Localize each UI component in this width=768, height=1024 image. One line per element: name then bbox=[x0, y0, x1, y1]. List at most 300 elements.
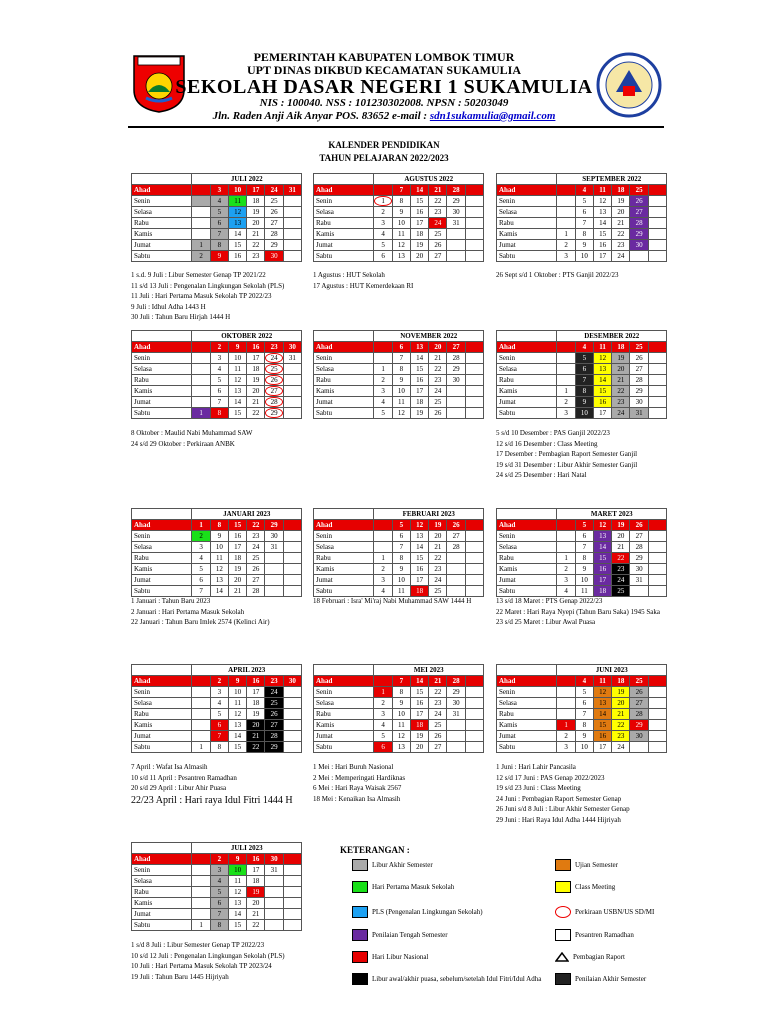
day-name: Sabtu bbox=[132, 251, 192, 262]
date-cell bbox=[557, 542, 575, 553]
date-cell bbox=[192, 865, 210, 876]
date-cell bbox=[648, 687, 666, 698]
day-name: Kamis bbox=[314, 229, 374, 240]
week-row bbox=[314, 520, 484, 531]
week-row bbox=[497, 229, 667, 240]
date-cell: 17 bbox=[247, 865, 265, 876]
date-cell bbox=[648, 218, 666, 229]
day-name: Rabu bbox=[314, 709, 374, 720]
date-cell: 16 bbox=[593, 731, 611, 742]
date-cell bbox=[465, 586, 483, 597]
week-row bbox=[497, 397, 667, 408]
legend-swatch bbox=[352, 881, 368, 893]
note-line: 7 April : Wafat Isa Almasih bbox=[131, 763, 208, 771]
date-cell bbox=[192, 397, 210, 408]
date-cell: 12 bbox=[228, 375, 246, 386]
date-cell: 24 bbox=[429, 218, 447, 229]
date-cell: 23 bbox=[429, 375, 447, 386]
date-cell: 13 bbox=[392, 251, 410, 262]
date-cell: 25 bbox=[265, 196, 283, 207]
date-cell: 20 bbox=[612, 531, 630, 542]
day-name: Rabu bbox=[132, 887, 192, 898]
date-cell: 6 bbox=[575, 207, 593, 218]
date-cell: 6 bbox=[575, 531, 593, 542]
week-row bbox=[314, 742, 484, 753]
week-row bbox=[132, 586, 302, 597]
date-cell: 16 bbox=[410, 375, 428, 386]
date-cell bbox=[557, 196, 575, 207]
date-cell: 14 bbox=[228, 909, 246, 920]
month-notes bbox=[496, 596, 660, 628]
date-cell bbox=[283, 542, 301, 553]
date-cell: 8 bbox=[575, 720, 593, 731]
date-cell bbox=[283, 887, 301, 898]
date-cell bbox=[648, 720, 666, 731]
week-row bbox=[132, 909, 302, 920]
date-cell: 6 bbox=[210, 898, 228, 909]
date-cell: 26 bbox=[265, 207, 283, 218]
day-name: Sabtu bbox=[132, 920, 192, 931]
date-cell: 19 bbox=[612, 687, 630, 698]
day-name: Rabu bbox=[132, 375, 192, 386]
date-cell bbox=[283, 898, 301, 909]
date-cell: 24 bbox=[429, 709, 447, 720]
month-notes bbox=[496, 270, 619, 281]
note-line: 22 Maret : Hari Raya Nyepi (Tahun Baru Saka) 1945 Saka bbox=[496, 607, 660, 616]
week-row bbox=[132, 564, 302, 575]
date-cell: 13 bbox=[228, 218, 246, 229]
date-cell: 14 bbox=[410, 353, 428, 364]
date-cell: 24 bbox=[612, 408, 630, 419]
date-cell: 4 bbox=[192, 553, 210, 564]
date-cell: 26 bbox=[429, 240, 447, 251]
date-cell: 2 bbox=[557, 564, 575, 575]
date-cell: 22 bbox=[247, 520, 265, 531]
date-cell: 1 bbox=[192, 920, 210, 931]
week-row bbox=[497, 586, 667, 597]
note-line: 1 Mei : Hari Buruh Nasional bbox=[313, 763, 394, 771]
date-cell bbox=[192, 185, 210, 196]
month-title: OKTOBER 2022 bbox=[192, 331, 302, 342]
week-row bbox=[497, 564, 667, 575]
date-cell: 25 bbox=[429, 720, 447, 731]
date-cell bbox=[557, 676, 575, 687]
week-row bbox=[497, 375, 667, 386]
address-text: Jln. Raden Anji Aik Anyar POS. 83652 e-mail : bbox=[212, 110, 430, 122]
note-line: 10 s/d 12 Juli : Pengenalan Lingkungan Sekolah (PLS) bbox=[131, 951, 285, 960]
date-cell: 30 bbox=[283, 676, 301, 687]
day-name: Kamis bbox=[497, 229, 557, 240]
date-cell: 30 bbox=[447, 207, 465, 218]
week-row bbox=[314, 342, 484, 353]
date-cell: 8 bbox=[392, 364, 410, 375]
day-name: Sabtu bbox=[132, 586, 192, 597]
legend-swatch bbox=[555, 859, 571, 871]
date-cell bbox=[648, 586, 666, 597]
day-name: Ahad bbox=[132, 520, 192, 531]
date-cell: 11 bbox=[575, 586, 593, 597]
month-calendar bbox=[313, 330, 484, 419]
date-cell: 27 bbox=[630, 364, 648, 375]
day-name: Rabu bbox=[314, 553, 374, 564]
date-cell: 17 bbox=[247, 687, 265, 698]
date-cell bbox=[283, 575, 301, 586]
week-row bbox=[314, 185, 484, 196]
note-line: 17 Desember : Pembagian Raport Semester Ganjil bbox=[496, 450, 638, 458]
legend-swatch bbox=[352, 859, 368, 871]
date-cell: 29 bbox=[630, 229, 648, 240]
day-name: Ahad bbox=[132, 854, 192, 865]
week-row bbox=[497, 386, 667, 397]
month-calendar bbox=[313, 173, 484, 262]
note-line: 17 Agustus : HUT Kemerdekaan RI bbox=[313, 281, 414, 290]
date-cell: 4 bbox=[575, 676, 593, 687]
week-row bbox=[132, 386, 302, 397]
month-calendar bbox=[496, 173, 667, 262]
date-cell: 14 bbox=[593, 375, 611, 386]
date-cell: 20 bbox=[228, 575, 246, 586]
date-cell: 24 bbox=[612, 742, 630, 753]
note-line: 12 s/d 17 Juni : PAS Genap 2022/2023 bbox=[496, 773, 605, 782]
date-cell: 19 bbox=[247, 207, 265, 218]
date-cell: 13 bbox=[410, 531, 428, 542]
date-cell bbox=[283, 531, 301, 542]
date-cell: 22 bbox=[429, 553, 447, 564]
day-name: Ahad bbox=[132, 342, 192, 353]
date-cell: 28 bbox=[447, 542, 465, 553]
month-header-spacer bbox=[132, 174, 192, 185]
date-cell: 8 bbox=[210, 408, 228, 419]
month-title: NOVEMBER 2022 bbox=[374, 331, 484, 342]
week-row bbox=[314, 218, 484, 229]
date-cell: 12 bbox=[593, 687, 611, 698]
legend-item bbox=[555, 950, 625, 964]
date-cell: 4 bbox=[374, 720, 392, 731]
date-cell: 16 bbox=[228, 531, 246, 542]
date-cell: 14 bbox=[410, 185, 428, 196]
note-line: 24 s/d 25 Desember : Hari Natal bbox=[496, 471, 587, 479]
date-cell bbox=[283, 920, 301, 931]
date-cell: 18 bbox=[247, 364, 265, 375]
date-cell bbox=[192, 854, 210, 865]
date-cell bbox=[557, 698, 575, 709]
date-cell: 1 bbox=[374, 687, 392, 698]
date-cell: 15 bbox=[228, 520, 246, 531]
day-name: Selasa bbox=[132, 542, 192, 553]
date-cell: 7 bbox=[575, 218, 593, 229]
week-row bbox=[314, 408, 484, 419]
date-cell: 9 bbox=[392, 375, 410, 386]
note-line: 5 s/d 10 Desember : PAS Ganjil 2022/23 bbox=[496, 429, 610, 437]
date-cell: 28 bbox=[630, 218, 648, 229]
day-name: Kamis bbox=[132, 898, 192, 909]
week-row bbox=[132, 375, 302, 386]
header-line-1: PEMERINTAH KABUPATEN LOMBOK TIMUR bbox=[253, 50, 515, 64]
date-cell: 30 bbox=[630, 731, 648, 742]
day-name: Selasa bbox=[314, 698, 374, 709]
date-cell: 5 bbox=[575, 353, 593, 364]
week-row bbox=[497, 207, 667, 218]
date-cell: 3 bbox=[210, 865, 228, 876]
date-cell bbox=[283, 520, 301, 531]
day-name: Sabtu bbox=[497, 251, 557, 262]
month-header-spacer bbox=[497, 509, 557, 520]
date-cell: 13 bbox=[593, 698, 611, 709]
date-cell bbox=[465, 676, 483, 687]
date-cell bbox=[265, 564, 283, 575]
date-cell bbox=[283, 364, 301, 375]
day-name: Rabu bbox=[497, 709, 557, 720]
date-cell: 4 bbox=[210, 364, 228, 375]
month-calendar bbox=[313, 664, 484, 753]
date-cell bbox=[447, 564, 465, 575]
note-line: 22 Januari : Tahun Baru Imlek 2574 (Kelinci Air) bbox=[131, 618, 270, 626]
date-cell bbox=[648, 251, 666, 262]
date-cell bbox=[648, 742, 666, 753]
note-line: 19 s/d 23 Juni : Class Meeting bbox=[496, 784, 581, 792]
date-cell bbox=[192, 386, 210, 397]
week-row bbox=[132, 251, 302, 262]
date-cell: 18 bbox=[612, 676, 630, 687]
week-row bbox=[314, 575, 484, 586]
date-cell bbox=[192, 687, 210, 698]
date-cell: 1 bbox=[557, 229, 575, 240]
date-cell: 8 bbox=[210, 742, 228, 753]
date-cell: 29 bbox=[265, 240, 283, 251]
date-cell bbox=[283, 196, 301, 207]
month-title: MEI 2023 bbox=[374, 665, 484, 676]
legend-swatch bbox=[555, 929, 571, 941]
date-cell bbox=[283, 854, 301, 865]
date-cell: 8 bbox=[575, 386, 593, 397]
month-notes bbox=[313, 762, 405, 804]
note-line: 18 Februari : Isra' Mi'raj Nabi Muhammad SAW 1444 H bbox=[313, 597, 472, 605]
date-cell: 18 bbox=[410, 397, 428, 408]
date-cell: 24 bbox=[247, 542, 265, 553]
date-cell bbox=[283, 553, 301, 564]
week-row bbox=[497, 687, 667, 698]
date-cell bbox=[465, 207, 483, 218]
date-cell: 2 bbox=[374, 564, 392, 575]
email-link[interactable]: sdn1sukamulia@gmail.com bbox=[429, 110, 556, 122]
date-cell: 9 bbox=[575, 731, 593, 742]
date-cell: 30 bbox=[630, 240, 648, 251]
date-cell bbox=[648, 520, 666, 531]
date-cell: 25 bbox=[265, 698, 283, 709]
day-name: Senin bbox=[132, 353, 192, 364]
date-cell: 3 bbox=[374, 709, 392, 720]
week-row bbox=[132, 240, 302, 251]
date-cell bbox=[265, 586, 283, 597]
day-name: Senin bbox=[497, 531, 557, 542]
week-row bbox=[497, 709, 667, 720]
week-row bbox=[314, 542, 484, 553]
date-cell: 17 bbox=[247, 353, 265, 364]
date-cell: 21 bbox=[612, 709, 630, 720]
date-cell bbox=[648, 185, 666, 196]
date-cell: 26 bbox=[265, 709, 283, 720]
month-calendar bbox=[496, 664, 667, 753]
date-cell bbox=[374, 353, 392, 364]
date-cell: 8 bbox=[392, 687, 410, 698]
day-name: Jumat bbox=[497, 397, 557, 408]
date-cell: 1 bbox=[557, 386, 575, 397]
day-name: Selasa bbox=[497, 542, 557, 553]
date-cell: 4 bbox=[557, 586, 575, 597]
date-cell: 28 bbox=[265, 229, 283, 240]
date-cell bbox=[465, 731, 483, 742]
date-cell: 17 bbox=[247, 185, 265, 196]
date-cell bbox=[630, 742, 648, 753]
week-row bbox=[132, 720, 302, 731]
date-cell: 19 bbox=[247, 709, 265, 720]
month-title: MARET 2023 bbox=[557, 509, 667, 520]
date-cell bbox=[192, 731, 210, 742]
date-cell: 22 bbox=[612, 386, 630, 397]
date-cell: 19 bbox=[612, 196, 630, 207]
date-cell: 4 bbox=[210, 196, 228, 207]
date-cell bbox=[192, 709, 210, 720]
note-line: 11 s/d 13 Juli : Pengenalan Lingkungan Sekolah (PLS) bbox=[131, 281, 285, 290]
date-cell: 30 bbox=[265, 531, 283, 542]
date-cell bbox=[447, 397, 465, 408]
date-cell: 1 bbox=[374, 364, 392, 375]
note-line: 2 Januari : Hari Pertama Masuk Sekolah bbox=[131, 607, 245, 616]
date-cell: 14 bbox=[228, 229, 246, 240]
school-name: SEKOLAH DASAR NEGERI 1 SUKAMULIA bbox=[175, 76, 593, 98]
day-name: Senin bbox=[132, 865, 192, 876]
month-calendar bbox=[313, 508, 484, 597]
date-cell bbox=[192, 375, 210, 386]
date-cell: 28 bbox=[447, 676, 465, 687]
date-cell: 12 bbox=[593, 353, 611, 364]
date-cell: 21 bbox=[429, 542, 447, 553]
legend-label: Penilaian Tengah Semester bbox=[372, 931, 448, 939]
date-cell: 29 bbox=[630, 720, 648, 731]
date-cell: 14 bbox=[410, 542, 428, 553]
date-cell: 20 bbox=[612, 207, 630, 218]
date-cell: 27 bbox=[429, 251, 447, 262]
day-name: Kamis bbox=[314, 564, 374, 575]
date-cell: 7 bbox=[575, 375, 593, 386]
date-cell: 23 bbox=[612, 240, 630, 251]
legend-item bbox=[352, 905, 483, 919]
month-title: JULI 2023 bbox=[192, 843, 302, 854]
date-cell bbox=[557, 364, 575, 375]
week-row bbox=[497, 575, 667, 586]
date-cell: 10 bbox=[575, 408, 593, 419]
date-cell: 28 bbox=[265, 397, 283, 408]
day-name: Selasa bbox=[132, 364, 192, 375]
date-cell: 17 bbox=[593, 742, 611, 753]
date-cell: 19 bbox=[247, 887, 265, 898]
date-cell bbox=[557, 709, 575, 720]
date-cell: 28 bbox=[247, 586, 265, 597]
week-row bbox=[132, 542, 302, 553]
note-line: 10 s/d 11 April : Pesantren Ramadhan bbox=[131, 773, 237, 782]
month-title: JUNI 2023 bbox=[557, 665, 667, 676]
day-name: Rabu bbox=[132, 553, 192, 564]
date-cell bbox=[465, 397, 483, 408]
date-cell: 9 bbox=[228, 342, 246, 353]
date-cell: 16 bbox=[410, 698, 428, 709]
date-cell: 25 bbox=[429, 397, 447, 408]
week-row bbox=[132, 397, 302, 408]
date-cell bbox=[283, 742, 301, 753]
day-name: Rabu bbox=[497, 553, 557, 564]
day-name: Jumat bbox=[132, 397, 192, 408]
date-cell: 10 bbox=[392, 575, 410, 586]
legend-label: Penilaian Akhir Semester bbox=[575, 975, 647, 983]
date-cell: 3 bbox=[557, 575, 575, 586]
date-cell: 20 bbox=[410, 742, 428, 753]
week-row bbox=[314, 687, 484, 698]
date-cell bbox=[447, 586, 465, 597]
date-cell: 27 bbox=[265, 386, 283, 397]
legend-item bbox=[352, 928, 448, 942]
date-cell: 22 bbox=[247, 742, 265, 753]
date-cell bbox=[648, 408, 666, 419]
date-cell bbox=[283, 251, 301, 262]
date-cell: 19 bbox=[612, 353, 630, 364]
date-cell: 25 bbox=[265, 364, 283, 375]
date-cell: 12 bbox=[593, 196, 611, 207]
date-cell: 6 bbox=[374, 251, 392, 262]
date-cell: 23 bbox=[265, 676, 283, 687]
date-cell: 15 bbox=[410, 196, 428, 207]
date-cell bbox=[557, 353, 575, 364]
date-cell: 17 bbox=[228, 542, 246, 553]
date-cell bbox=[447, 742, 465, 753]
date-cell: 21 bbox=[247, 731, 265, 742]
day-name: Sabtu bbox=[314, 251, 374, 262]
date-cell: 9 bbox=[575, 240, 593, 251]
date-cell bbox=[557, 375, 575, 386]
note-line: 6 Mei : Hari Raya Waisak 2567 bbox=[313, 784, 402, 792]
date-cell: 28 bbox=[630, 375, 648, 386]
day-name: Kamis bbox=[314, 386, 374, 397]
day-name: Senin bbox=[132, 687, 192, 698]
week-row bbox=[497, 720, 667, 731]
date-cell: 23 bbox=[612, 397, 630, 408]
day-name: Kamis bbox=[497, 564, 557, 575]
date-cell: 30 bbox=[447, 698, 465, 709]
week-row bbox=[314, 731, 484, 742]
month-notes bbox=[313, 596, 471, 607]
date-cell: 9 bbox=[392, 564, 410, 575]
day-name: Sabtu bbox=[314, 408, 374, 419]
month-header-spacer bbox=[132, 509, 192, 520]
week-row bbox=[497, 553, 667, 564]
date-cell: 24 bbox=[265, 353, 283, 364]
day-name: Kamis bbox=[497, 720, 557, 731]
date-cell: 30 bbox=[630, 564, 648, 575]
date-cell bbox=[283, 687, 301, 698]
date-cell: 22 bbox=[612, 553, 630, 564]
date-cell: 25 bbox=[612, 586, 630, 597]
date-cell: 31 bbox=[265, 542, 283, 553]
date-cell: 15 bbox=[410, 364, 428, 375]
week-row bbox=[132, 575, 302, 586]
date-cell: 24 bbox=[612, 575, 630, 586]
date-cell: 13 bbox=[228, 720, 246, 731]
date-cell: 20 bbox=[612, 698, 630, 709]
week-row bbox=[314, 564, 484, 575]
date-cell: 21 bbox=[228, 586, 246, 597]
legend-label: Libur awal/akhir puasa, sebelum/setelah Idul Fitri/Idul Adha bbox=[372, 974, 542, 983]
week-row bbox=[314, 531, 484, 542]
week-row bbox=[132, 364, 302, 375]
